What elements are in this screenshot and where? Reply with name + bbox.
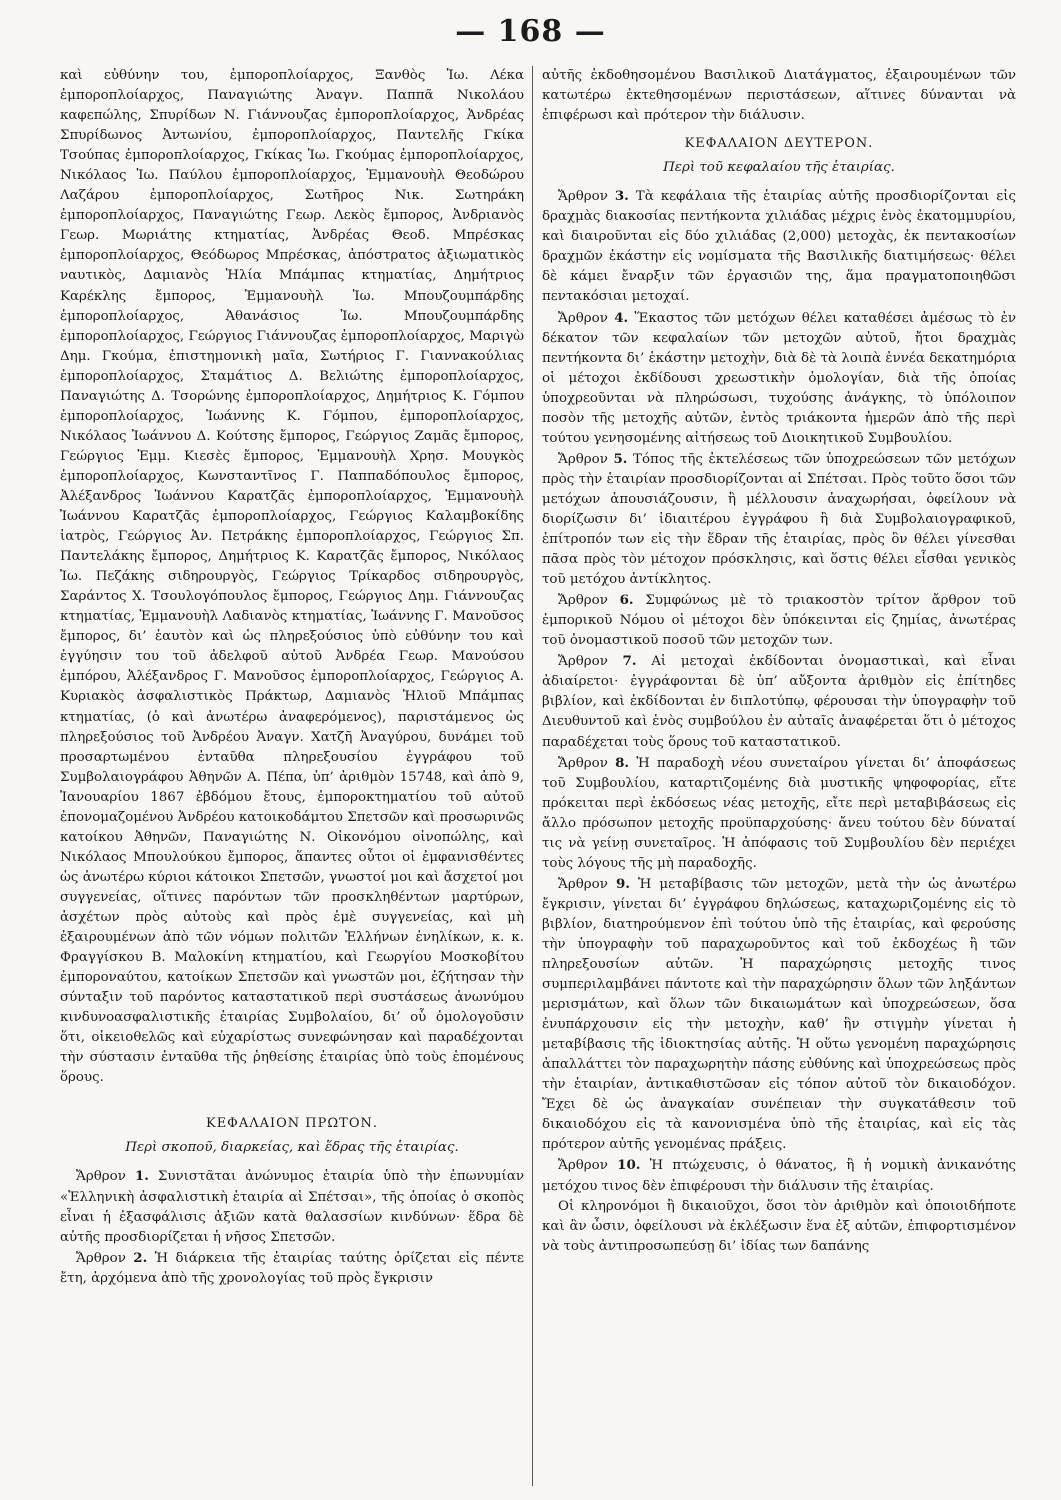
- final-paragraph: Οἱ κληρονόμοι ἢ δικαιοῦχοι, ὅσοι τὸν ἀριθμὸν καὶ ὁποιοιδήποτε καὶ ἂν ὦσιν, ὀφείλουσι νὰ ἐκλέξωσιν ἕνα ἐξ αὐτῶν, ἐπιφορτισμένον νὰ τοὺς ἀντιπροσωπεύσῃ δι’ ἰδίας των δαπάνης: [542, 1198, 1016, 1254]
- article-4-text: Ἕκαστος τῶν μετόχων θέλει καταθέσει ἀμέσως τὸ ἐν δέκατον τῶν κεφαλαίων τῶν μετοχῶν αὐτοῦ, ἤτοι δραχμὰς πεντήκοντα δι’ ἑκάστην μετοχὴν, διὰ δὲ τὰ λοιπὰ ἐννέα δεκατημόρια οἱ μέτοχοι ἐκδίδουσι χρεωστικὴν ὁμολογίαν, διὰ τῆς ὁποίας ὑποχρεοῦνται νὰ πληρώσωσι, τυχούσης ἀνάγκης, τὸ ὑπόλοιπον ποσὸν τῆς μετοχῆς αὐτῶν, ἐντὸς τριάκοντα ἡμερῶν ἀπὸ τῆς περὶ τούτου γενησομένης αἰτήσεως τοῦ Διοικητικοῦ Συμβουλίου.: [542, 310, 1016, 446]
- article-6-number: 6.: [619, 592, 634, 609]
- article-5-label: Ἄρθρον: [558, 451, 608, 467]
- article-9-number: 9.: [615, 875, 630, 892]
- article-1-number: 1.: [134, 1168, 149, 1185]
- article-10-text: Ἡ πτώχευσις, ὁ θάνατος, ἢ ἡ νομικὴ ἀνικανότης μετόχου τινος δὲν ἐπιφέρουσι τὴν διάλυσιν τῆς ἑταιρίας.: [542, 1158, 1016, 1194]
- article-6-label: Ἄρθρον: [558, 593, 608, 609]
- article-2-number: 2.: [133, 1249, 148, 1266]
- article-4: [542, 308, 1016, 449]
- article-6-text: Συμφώνως μὲ τὸ τριακοστὸν τρίτον ἄρθρον τοῦ ἐμπορικοῦ Νόμου οἱ μέτοχοι δὲν ὑπόκεινται εἰς ζημίας, ἀνωτέρας τοῦ ὀνομαστικοῦ ποσοῦ τῶν μετοχῶν των.: [542, 593, 1016, 649]
- article-8-number: 8.: [615, 754, 630, 771]
- article-6: [542, 590, 1016, 651]
- chapter-2-title: ΚΕΦΑΛΑΙΟΝ ΔΕΥΤΕΡΟΝ.: [684, 136, 874, 152]
- right-column: [542, 66, 1016, 1486]
- article-9-label: Ἄρθρον: [558, 876, 608, 892]
- article-8: [542, 753, 1016, 874]
- article-5-text: Τόπος τῆς ἐκτελέσεως τῶν ὑποχρεώσεων τῶν μετόχων πρὸς τὴν ἑταιρίαν προσδιορίζονται αἱ Σπέτσαι. Πρὸς τοῦτο ὅσοι τῶν μετόχων ἀπουσιάζουσιν, ἢ μέλλουσιν ἀναχωρήσαι, ὀφείλουν νὰ διορίζωσιν δι’ ἰδιαιτέρου ἐγγράφου ἢ διὰ Συμβολαιογραφικοῦ, ἐπίτροπόν των εἰς τὴν ἕδραν τῆς ἑταιρίας, πρὸς ὃν θέλει γίνεσθαι πᾶσα πρὸς τὸν μέτοχον πρόσκλησις, καὶ ὅστις θέλει εἶσθαι γενικὸς τοῦ μετόχου ἀντίκλητος.: [542, 451, 1016, 588]
- article-3: [542, 186, 1016, 307]
- article-5-number: 5.: [613, 450, 628, 467]
- column-divider: [532, 66, 533, 1486]
- article-7-number: 7.: [622, 653, 637, 670]
- article-1: [60, 1166, 524, 1247]
- article-10: [542, 1155, 1016, 1196]
- article-1-label: Ἄρθρον: [76, 1169, 126, 1185]
- chapter-2-subtitle: Περὶ τοῦ κεφαλαίου τῆς ἑταιρίας.: [663, 160, 895, 176]
- intro-paragraph: καὶ εὐθύνην του, ἐμποροπλοίαρχος, Ξανθὸς Ἰω. Λέκα ἐμποροπλοίαρχος, Παναγιώτης Ἀναγν. Παππᾶ Νικολάου καφεπώλης, Σπυρίδων Ν. Γιάννουζας ἐμποροπλοίαρχος, Ἀνδρέας Σπυρίδωνος Ἀντωνίου, ἐμποροπλοίαρχος, Παντελῆς Γκίκα Τσούπας ἐμποροπλοίαρχος, Γκίκας Ἰω. Γκούμας ἐμποροπλοίαρχος, Νικόλαος Ἰω. Παύλου ἐμποροπλοίαρχος, Ἐμμανουὴλ Θεοδώρου Λαζάρου ἐμποροπλοίαρχος, Σωτῆρος Νικ. Σωτηράκη ἐμποροπλοίαρχος, Παναγιώτης Γεωρ. Λεκὸς ἔμπορος, Ἀνδριανὸς Γεωρ. Μωριάτης κτηματίας, Ἀνδρέας Θεοδ. Μπρέσκας ἐμποροπλοίαρχος, Θεόδωρος Μπρέσκας, ἀπόστρατος ἀξιωματικὸς ναυτικὸς, Δαμιανὸς Ἠλία Μπάμπας κτηματίας, Δημήτριος Καρέκλης ἔμπορος, Ἐμμανουὴλ Ἰω. Μπουζουμπάρδης ἐμποροπλοίαρχος, Ἀθανάσιος Ἰω. Μπουζουμπάρδης ἐμποροπλοίαρχος, Γεώργιος Γιάννουζας ἐμποροπλοίαρχος, Μαριγὼ Δημ. Γκούμα, ἐπιστημονικὴ μαῖα, Σωτήριος Γ. Γιαννακούλιας ἐμποροπλοίαρχος, Σταμάτιος Δ. Βελιώτης ἐμποροπλοίαρχος, Παναγιώτης Δ. Τσορώνης ἐμποροπλοίαρχος, Δημήτριος Κ. Γόμπου ἐμποροπλοίαρχος, Ἰωάννης Κ. Γόμπου, ἐμποροπλοίαρχος, Νικόλαος Ἰωάννου Δ. Κούτσης ἔμπορος, Γεώργιος Ζαμᾶς ἔμπορος, Γεώργιος Ἐμμ. Κιεσὲς ἔμπορος, Ἐμμανουὴλ Χρησ. Μουγκὸς ἐμποροπλοίαρχος, Κωνσταντῖνος Γ. Παππαδόπουλος ἔμπορος, Ἀλέξανδρος Ἰωάννου Καρατζᾶς ἐμποροπλοίαρχος, Ἐμμανουὴλ Ἰωάννου Καρατζᾶς ἐμποροπλοίαρχος, Γεώργιος Καλαμβοκίδης ἰατρὸς, Γεώργιος Ἀν. Πετράκης ἐμποροπλοίαρχος, Γεώργιος Σπ. Παντελάκης ἔμπορος, Δημήτριος Κ. Καρατζᾶς ἔμπορος, Νικόλαος Ἰω. Πεζάκης σιδηρουργὸς, Γεώργιος Τρίκαρδος σιδηρουργὸς, Σαράντος Χ. Τσουλογόπουλος ἔμπορος, Γεώργιος Δημ. Γιάννουζας κτηματίας, Ἐμμανουὴλ Λαδιανὸς κτηματίας, Ἰωάννης Γ. Μανοῦσος ἔμπορος, δι’ ἑαυτὸν καὶ ὡς πληρεξούσιος ὑπὸ εὐθύνην του καὶ ἐγγύησιν του τοῦ ἀδελφοῦ αὐτοῦ Ἀνδρέα Γεωρ. Μανούσου ἐμπόρου, Ἀλέξανδρος Γ. Μανοῦσος ἐμποροπλοίαρχος, Γεώργιος Α. Κυριακὸς ἀσφαλιστικὸς Πράκτωρ, Δαμιανὸς Ἠλιοῦ Μπάμπας κτηματίας, (ὁ καὶ ἀνωτέρω ἀναφερόμενος), παριστάμενος ὡς πληρεξούσιος τοῦ Ἀνδρέου Ἀναγν. Χατζῆ Ἀναγύρου, δυνάμει τοῦ προσαρτωμένου ἐνταῦθα πληρεξουσίου ἐγγράφου τοῦ Συμβολαιογράφου Ἀθηνῶν Α. Πέπα, ὑπ’ ἀριθμὸν 15748, καὶ ἀπὸ 9, Ἰανουαρίου 1867 ἐβδόμου ἔτους, ἐμποροκτηματίου τοῦ αὐτοῦ ἐπονομαζομένου Ἀνδρέου κατοικοδάμτου Σπετσῶν καὶ προσωρινῶς κατοίκου Ἀθηνῶν, Παναγιώτης Ν. Οἰκονόμου οἰνοπώλης, καὶ Νικόλαος Μπουλούκου ἔμπορος, ἅπαντες οὗτοι οἱ ἐμφανισθέντες ὡς ἀνωτέρω κύριοι κάτοικοι Σπετσῶν, γνωστοί μοι καὶ ἄσχετοί μοι συγγενείας, οἵτινες παρόντων τῶν προσκληθέντων μαρτύρων, ἀσχέτων πρὸς αὐτοὺς καὶ πρὸς ἐμὲ συγγενείας, καὶ μὴ ἐξαιρουμένων ἀπὸ τῶν νόμων πολιτῶν Ἑλλήνων ἐνηλίκων, κ. κ. Φραγγίσκου Β. Μαλοκίνη κτηματίου, καὶ Γεωργίου Μοσκοβίτου ἐμποροναύτου, κατοίκων Σπετσῶν καὶ γνωστῶν μοι, ἐζήτησαν τὴν σύνταξιν τοῦ παρόντος καταστατικοῦ περὶ συστάσεως ἀνωνύμου κινδυνοασφαλιστικῆς ἑταιρίας Συμβολαίου, δι’ οὗ ὁμολογοῦσιν ὅτι, οἰκειοθελῶς καὶ εὐχαρίστως συνεφώνησαν καὶ παραδέχονται τὴν σύστασιν ἐνταῦθα τῆς ῥηθείσης ἑταιρίας ὑπὸ τοὺς ἑπομένους ὅρους.: [60, 68, 524, 1086]
- page-number: — 168 —: [455, 14, 606, 49]
- article-2-label: Ἄρθρον: [76, 1250, 126, 1266]
- article-1-text: Συνιστᾶται ἀνώνυμος ἑταιρία ὑπὸ τὴν ἐπωνυμίαν «Ἑλληνικὴ ἀσφαλιστικὴ ἑταιρία αἱ Σπέτσαι», τῆς ὁποίας ὁ σκοπὸς εἶναι ἡ ἐξασφάλισις ἀξιῶν κατὰ θαλασσίων κινδύνων· ἕδρα δὲ αὐτῆς προσδιορίζεται ἡ νῆσος Σπετσῶν.: [60, 1169, 524, 1245]
- chapter-1-title: ΚΕΦΑΛΑΙΟΝ ΠΡΩΤΟΝ.: [205, 1116, 379, 1132]
- article-8-text: Ἡ παραδοχὴ νέου συνεταίρου γίνεται δι’ ἀποφάσεως τοῦ Συμβουλίου, καταρτιζομένης διὰ μυστικῆς ψηφοφορίας, εἴτε πρόκειται περὶ ἐκδόσεως νέας μετοχῆς, εἴτε περὶ μεταβιβάσεως εἰς ἄλλο πρόσωπον μετοχῆς προϋπαρχούσης· ἄνευ τούτου δὲν δύναταί τις νὰ γείνῃ συνεταῖρος. Ἡ ἀπόφασις τοῦ Συμβουλίου δὲν περιέχει τοὺς λόγους τῆς μὴ παραδοχῆς.: [542, 755, 1016, 871]
- article-5: [542, 449, 1016, 590]
- article-4-label: Ἄρθρον: [558, 310, 608, 326]
- article-2: [60, 1248, 524, 1289]
- article-4-number: 4.: [614, 309, 629, 326]
- article-7-label: Ἄρθρον: [558, 654, 608, 670]
- article-3-number: 3.: [614, 188, 629, 205]
- article-10-number: 10.: [617, 1157, 641, 1174]
- article-9-text: Ἡ μεταβίβασις τῶν μετοχῶν, μετὰ τὴν ὡς ἀνωτέρω ἔγκρισιν, γίνεται δι’ ἐγγράφου δηλώσεως, καταχωριζομένης εἰς τὸ βιβλίον, διατηρούμενον ἐπὶ τούτου ὑπὸ τῆς ἑταιρίας, καὶ φερούσης τὴν ὑπογραφὴν τοῦ παραχωροῦντος καὶ τοῦ ἐκδοχέως ἢ τῶν πληρεξουσίων αὐτῶν. Ἡ παραχώρησις μετοχῆς τινος συμπεριλαμβάνει πάντοτε καὶ τὴν παραχώρησιν ὅλων τῶν ληξάντων μερισμάτων, καὶ ὅλων τῶν δικαιωμάτων καὶ ὑποχρεώσεων, ὅσα ἐνυπάρχουσιν εἰς τὴν μετοχὴν, καθ’ ἣν στιγμὴν γίνεται ἡ μεταβίβασις τῆς ἰδιοκτησίας αὐτῆς. Ἡ οὕτω γενομένη παραχώρησις ἀπαλλάττει τὸν παραχωρητὴν πάσης εὐθύνης καὶ ὑποχρεώσεως πρὸς τὴν ἑταιρίαν, ἀντικαθιστῶσαν εἰς τόπον αὐτοῦ τὸν δικαιοδόχον. Ἔχει δὲ ὡς ἀναγκαίαν συνέπειαν τὴν συγκατάθεσιν τοῦ δικαιοδόχου εἰς τὰ κανονισμένα ὑπὸ τῆς ἑταιρίας, καὶ εἰς τὰς πρότερον αὐτῆς γενομένας πράξεις.: [542, 876, 1016, 1153]
- article-2-text: Ἡ διάρκεια τῆς ἑταιρίας ταύτης ὁρίζεται εἰς πέντε ἔτη, ἀρχόμενα ἀπὸ τῆς χρονολογίας τοῦ πρὸς ἔγκρισιν: [60, 1250, 524, 1286]
- left-column: [60, 66, 524, 1486]
- article-7-text: Αἱ μετοχαὶ ἐκδίδονται ὀνομαστικαὶ, καὶ εἶναι ἀδιαίρετοι· ἐγγράφονται δὲ ὑπ’ αὔξοντα ἀριθμὸν εἰς ἐπίτηδες βιβλίον, καὶ ἐκδίδονται ἐν διπλοτύπῳ, φέρουσαι τὴν ὑπογραφὴν τοῦ Διευθυντοῦ καὶ ἑνὸς συμβούλου ἐν αὐταῖς ἀναφέρεται ὅτι ὁ μέτοχος παραδέχεται τοὺς ὅρους τοῦ καταστατικοῦ.: [542, 654, 1016, 750]
- article-3-label: Ἄρθρον: [558, 189, 608, 205]
- article-3-text: Τὰ κεφάλαια τῆς ἑταιρίας αὐτῆς προσδιορίζονται εἰς δραχμὰς διακοσίας πεντήκοντα χιλιάδας μέχρις ἑνὸς ἑκατομμυρίου, καὶ διαιροῦνται εἰς δύο χιλιάδας (2,000) μετοχὰς, ἐκ πεντακοσίων δραχμῶν ἑκάστην εἰς νομίσματα τῆς Βασιλικῆς διατιμήσεως· θέλει δὲ κάμει ἔναρξιν τῶν ἐργασιῶν της, ἅμα πραγματοποιηθῶσι πεντακόσιαι μετοχαί.: [542, 189, 1016, 305]
- article-7: [542, 651, 1016, 752]
- chapter-1-subtitle: Περὶ σκοποῦ, διαρκείας, καὶ ἕδρας τῆς ἑταιρίας.: [125, 1140, 459, 1156]
- article-10-label: Ἄρθρον: [558, 1158, 608, 1174]
- continuation-paragraph: αὐτῆς ἐκδοθησομένου Βασιλικοῦ Διατάγματος, ἐξαιρουμένων τῶν κατωτέρω ἐκτεθησομένων περιστάσεων, αἵτινες δύνανται νὰ ἐπιφέρωσι καὶ πρότερον τὴν διάλυσιν.: [542, 68, 1016, 124]
- article-9: [542, 874, 1016, 1156]
- article-8-label: Ἄρθρον: [558, 755, 608, 771]
